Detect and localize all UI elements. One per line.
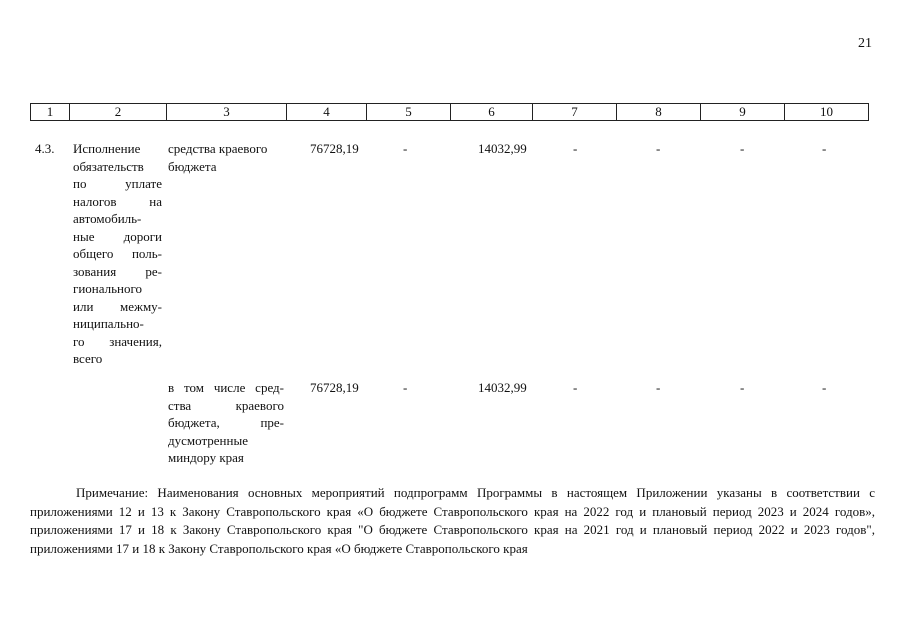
row1-name-line: по уплате <box>73 176 162 191</box>
column-header-10: 10 <box>785 104 869 121</box>
row2-col9-value: - <box>740 380 745 395</box>
row1-col7-value: - <box>573 141 578 156</box>
row1-source-line: средства краевого <box>168 141 268 156</box>
row1-name-line: обязательств <box>73 158 144 174</box>
row1-name-line: ные дороги <box>73 228 162 244</box>
column-header-5: 5 <box>367 104 451 121</box>
row1-name-line: или межму- <box>73 298 162 314</box>
column-header-1: 1 <box>31 104 70 121</box>
column-header-row <box>31 104 869 121</box>
column-header-7: 7 <box>533 104 617 121</box>
row1-name-line: го значения, <box>73 333 162 349</box>
row1-source <box>168 140 288 175</box>
column-header-6: 6 <box>451 104 533 121</box>
row1-col4-value: 76728,19 <box>310 141 359 156</box>
row1-col10-value: - <box>822 141 827 156</box>
row2-source-line: бюджета, пре- <box>168 415 284 430</box>
row2-source-line: дусмотренные <box>168 432 248 448</box>
row2-source-line: миндору края <box>168 450 244 465</box>
row1-col8-value: - <box>656 141 661 156</box>
row2-col6-value: 14032,99 <box>478 380 527 395</box>
row2-col7-value: - <box>573 380 578 395</box>
row1-name-line: всего <box>73 351 103 366</box>
note-paragraph: Примечание: Наименования основных мероприятий подпрограмм Программы в настоящем Приложении указаны в соответствии с приложениями 12 и 13 к Закону Ставропольского края «О бюджете Ставропольского края на 2022 год и плановый период 2023 и 2024 годов», приложениями 17 и 18 к Закону Ставропольского края "О бюджете Ставропольского края на 2021 год и плановый период 2022 и 2023 годов", приложениями 17 и 18 к Закону Ставропольского края «О бюджете Ставропольского края <box>30 485 875 556</box>
row1-col5-value: - <box>403 141 408 156</box>
row2-col5-value: - <box>403 380 408 395</box>
column-header-3: 3 <box>167 104 287 121</box>
column-header-8: 8 <box>617 104 701 121</box>
row2-col4-value: 76728,19 <box>310 380 359 395</box>
row1-name-line: зования ре- <box>73 263 162 279</box>
page-number: 21 <box>858 36 872 51</box>
row1-name-line: автомобиль- <box>73 211 142 226</box>
row2-source-line: в том числе сред- <box>168 380 284 395</box>
row1-name-line: налогов на <box>73 193 162 209</box>
row1-col6-value: 14032,99 <box>478 141 527 156</box>
row1-name-line: ниципально- <box>73 316 144 331</box>
row2-source-line: ства краевого <box>168 397 284 413</box>
column-header-4: 4 <box>287 104 367 121</box>
row1-source-line: бюджета <box>168 158 217 174</box>
row2-col10-value: - <box>822 380 827 395</box>
column-header-9: 9 <box>701 104 785 121</box>
row1-name <box>73 140 162 368</box>
column-header-2: 2 <box>70 104 167 121</box>
row2-col8-value: - <box>656 380 661 395</box>
row1-name-line: гионального <box>73 281 143 296</box>
row2-source <box>168 379 284 467</box>
row1-col9-value: - <box>740 141 745 156</box>
row1-name-line: Исполнение <box>73 141 141 156</box>
row1-name-line: общего поль- <box>73 246 162 261</box>
row1-number: 4.3. <box>35 141 55 156</box>
column-header-table <box>30 103 869 121</box>
